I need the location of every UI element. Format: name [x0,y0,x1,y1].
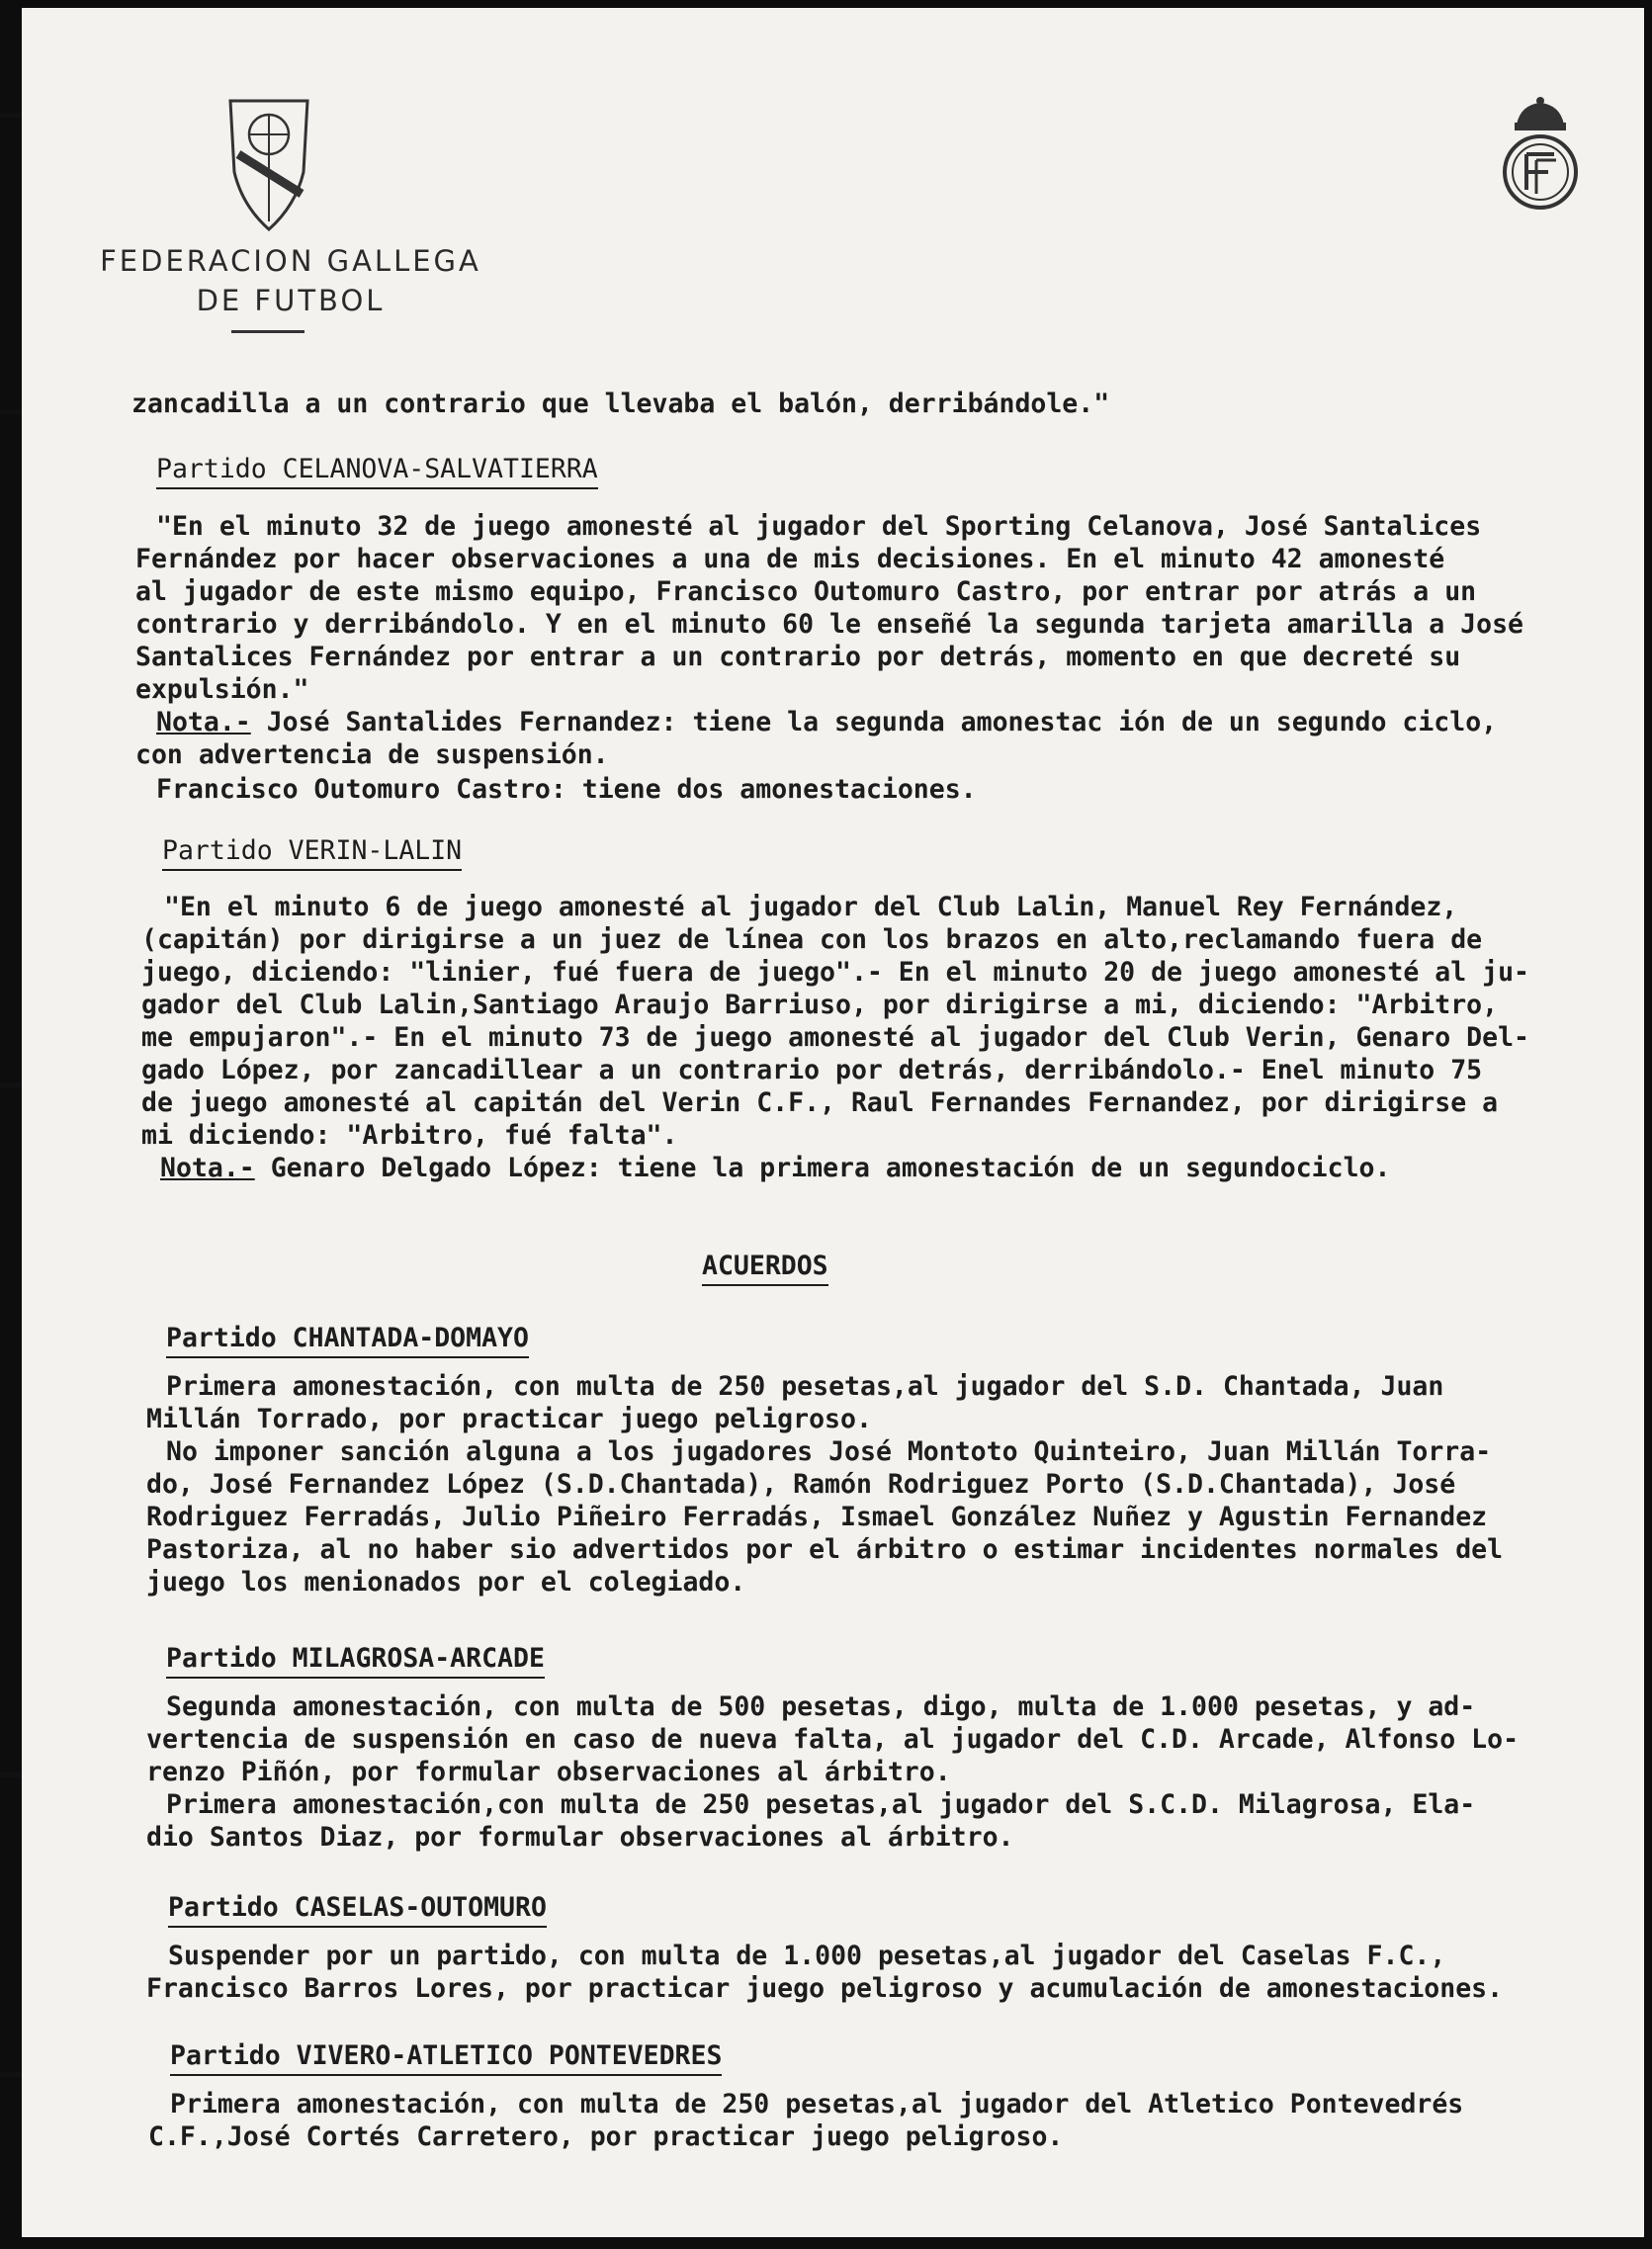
acuerdos-title: ACUERDOS [702,1250,828,1286]
note-line: con advertencia de suspensión. [135,739,609,770]
decision-line: do, José Fernandez López (S.D.Chantada), Ramón Rodriguez Porto (S.D.Chantada), José [146,1469,1456,1500]
report-line: (capitán) por dirigirse a un juez de línea con los brazos en alto,reclamando fuera de [141,924,1483,955]
note-label: Nota.- [160,1153,255,1183]
decision-line: Rodriguez Ferradás, Julio Piñeiro Ferradás, Ismael González Nuñez y Agustin Fernandez [146,1502,1488,1532]
federation-name [73,241,508,320]
note-text: Genaro Delgado López: tiene la primera amonestación de un segundociclo. [254,1153,1391,1183]
report-line: Fernández por hacer observaciones a una de mis decisiones. En el minuto 42 amonesté [135,544,1445,574]
decision-line: Pastoriza, al no haber sio advertidos por el árbitro o estimar incidentes normales del [146,1534,1504,1565]
decision-line: C.F.,José Cortés Carretero, por practicar juego peligroso. [148,2121,1064,2152]
section-heading: Partido VIVERO-ATLETICO PONTEVEDRES [170,2039,722,2076]
report-line: me empujaron".- En el minuto 73 de juego amonesté al jugador del Club Verin, Genaro Del- [141,1022,1529,1053]
document-page [22,8,1644,2237]
report-line: "En el minuto 6 de juego amonesté al jugador del Club Lalin, Manuel Rey Fernández, [164,892,1458,922]
section-heading: Partido CHANTADA-DOMAYO [166,1322,529,1358]
note-line: Francisco Outomuro Castro: tiene dos amonestaciones. [156,774,977,805]
decision-line: Millán Torrado, por practicar juego peligroso. [146,1404,872,1434]
report-line: contrario y derribándolo. Y en el minuto 60 le enseñé la segunda tarjeta amarilla a José [135,609,1523,640]
decision-line: Francisco Barros Lores, por practicar juego peligroso y acumulación de amonestaciones. [146,1973,1504,2004]
royal-crest-icon [1497,95,1584,217]
section-heading: Partido MILAGROSA-ARCADE [166,1642,545,1679]
section-heading: Partido CASELAS-OUTOMURO [168,1891,547,1928]
decision-line: Primera amonestación,con multa de 250 pesetas,al jugador del S.C.D. Milagrosa, Ela- [166,1789,1476,1820]
decision-line: juego los menionados por el colegiado. [146,1567,746,1598]
note-label: Nota.- [156,707,251,737]
decision-line: vertencia de suspensión en caso de nueva falta, al jugador del C.D. Arcade, Alfonso Lo- [146,1724,1520,1755]
section-heading: Partido CELANOVA-SALVATIERRA [156,453,598,489]
note-line [156,706,1497,739]
decision-line: No imponer sanción alguna a los jugadores José Montoto Quinteiro, Juan Millán Torra- [166,1436,1492,1467]
decision-line: Segunda amonestación, con multa de 500 pesetas, digo, multa de 1.000 pesetas, y ad- [166,1691,1476,1722]
note-text: José Santalides Fernandez: tiene la segunda amonestac ión de un segundo ciclo, [250,707,1498,737]
report-line: expulsión." [135,674,309,705]
report-line: gado López, por zancadillear a un contrario por detrás, derribándolo.- Enel minuto 75 [141,1055,1483,1085]
decision-line: dio Santos Diaz, por formular observaciones al árbitro. [146,1822,1014,1853]
decision-line: Primera amonestación, con multa de 250 pesetas,al jugador del S.D. Chantada, Juan [166,1371,1444,1402]
report-line: de juego amonesté al capitán del Verin C.F., Raul Fernandes Fernandez, por dirigirse a [141,1087,1499,1118]
continuation-text: zancadilla a un contrario que llevaba el balón, derribándole." [131,389,1110,419]
decision-line: Primera amonestación, con multa de 250 pesetas,al jugador del Atletico Pontevedrés [170,2089,1464,2119]
decision-line: Suspender por un partido, con multa de 1.000 pesetas,al jugador del Caselas F.C., [168,1941,1446,1971]
federation-shield-icon [224,95,313,231]
section-heading: Partido VERIN-LALIN [162,834,462,871]
federation-name-line2: DE FUTBOL [196,284,386,317]
letterhead-rule [231,330,304,333]
note-line [160,1152,1390,1185]
report-line: juego, diciendo: "linier, fué fuera de juego".- En el minuto 20 de juego amonesté al ju- [141,957,1529,988]
report-line: al jugador de este mismo equipo, Francisco Outomuro Castro, por entrar por atrás a un [135,576,1477,607]
report-line: "En el minuto 32 de juego amonesté al jugador del Sporting Celanova, José Santalices [156,511,1482,542]
federation-name-line1: FEDERACION GALLEGA [100,244,481,278]
report-line: mi diciendo: "Arbitro, fué falta". [141,1120,678,1151]
decision-line: renzo Piñón, por formular observaciones al árbitro. [146,1757,951,1787]
report-line: Santalices Fernández por entrar a un contrario por detrás, momento en que decreté su [135,642,1461,672]
report-line: gador del Club Lalin,Santiago Araujo Barriuso, por dirigirse a mi, diciendo: "Arbitro, [141,990,1499,1020]
